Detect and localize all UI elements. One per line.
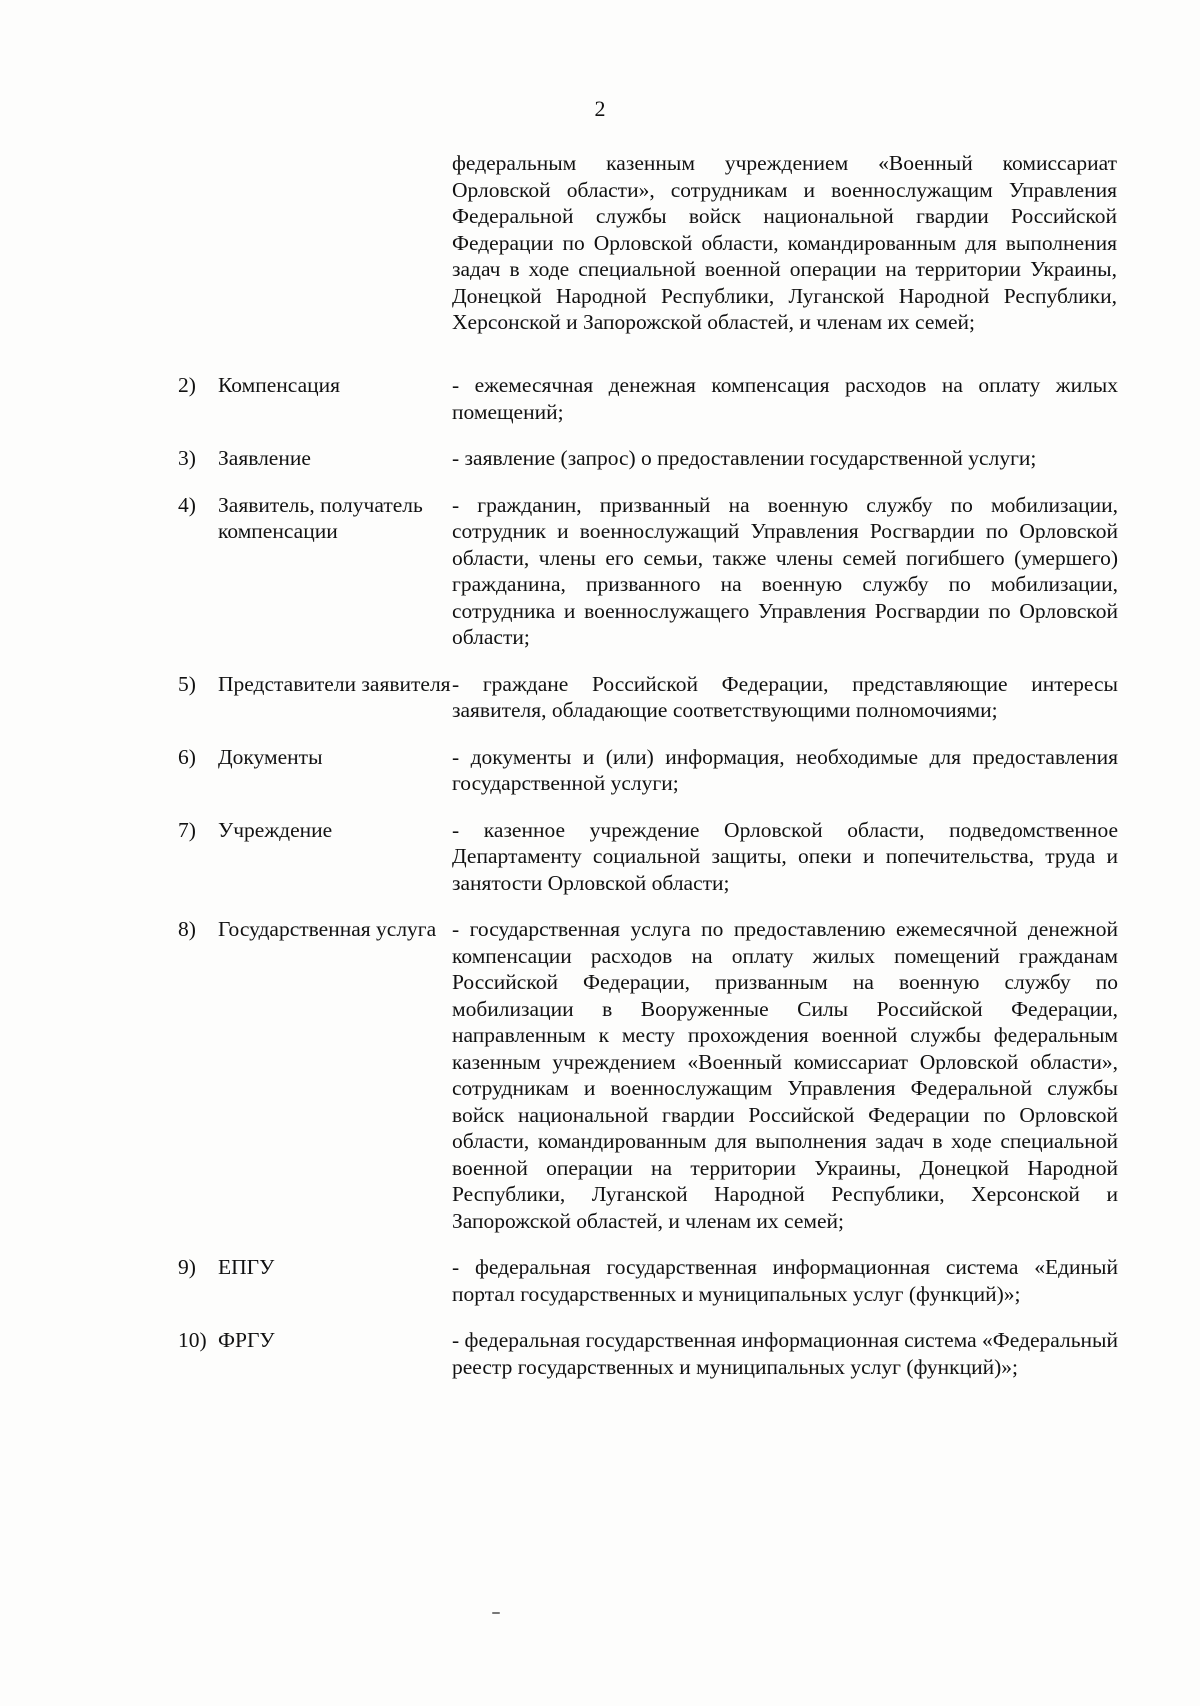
- definitions-list: [178, 372, 1118, 1400]
- definition-term: Компенсация: [218, 373, 341, 397]
- definition-item: [178, 671, 1118, 724]
- definition-number: 10): [178, 1328, 207, 1352]
- definition-item: [178, 445, 1118, 472]
- definition-term: Учреждение: [218, 817, 333, 842]
- scan-speck: [492, 1612, 500, 1614]
- definition-number: 5): [178, 671, 196, 696]
- definition-term: Государственная услуга: [218, 917, 437, 941]
- definition-term: Документы: [218, 744, 323, 769]
- definition-text: - федеральная государственная информационная система «Единый портал государственных и муниципальных услуг (функций)»;: [452, 1255, 1118, 1306]
- definition-text: - гражданин, призванный на военную службу по мобилизации, сотрудник и военнослужащий Управления Росгвардии по Орловской области, члены его семьи, также члены семей погибшего (умершего) гражданина, призванного на военную службу по мобилизации, сотрудника и военнослужащего Управления Росгвардии по Орловской области;: [452, 492, 1118, 649]
- definition-text: - государственная услуга по предоставлению ежемесячной денежной компенсации расходов на оплату жилых помещений гражданам Российской Федерации, призванным на военную службу по мобилизации в Вооруженные Силы Российской Федерации, направленным к месту прохождения военной службы федеральным казенным учреждением «Военный комиссариат Орловской области», сотрудникам и военнослужащим Управления Федеральной службы войск национальной гвардии Российской Федерации по Орловской области, командированным для выполнения задач в ходе специальной военной операции на территории Украины, Донецкой Народной Республики, Луганской Народной Республики, Херсонской и Запорожской областей, и членам их семей;: [452, 917, 1118, 1233]
- definition-text: - документы и (или) информация, необходимые для предоставления государственной услуги;: [452, 744, 1118, 795]
- definition-item: [178, 1327, 1118, 1380]
- intro-paragraph: федеральным казенным учреждением «Военный комиссариат Орловской области», сотрудникам и военнослужащим Управления Федеральной службы войск национальной гвардии Российской Федерации по Орловской области, командированным для выполнения задач в ходе специальной военной операции на территории Украины, Донецкой Народной Республики, Луганской Народной Республики, Херсонской и Запорожской областей, и членам их семей;: [452, 151, 1117, 334]
- definition-term: ФРГУ: [218, 1328, 275, 1352]
- definition-text: - федеральная государственная информационная система «Федеральный реестр государственных и муниципальных услуг (функций)»;: [452, 1328, 1118, 1379]
- definition-number: 3): [178, 446, 196, 470]
- definition-term: Заявитель, получатель компенсации: [218, 492, 423, 543]
- definition-text: - ежемесячная денежная компенсация расходов на оплату жилых помещений;: [452, 373, 1118, 424]
- definition-term: Представители заявителя: [218, 671, 451, 696]
- definition-number: 6): [178, 744, 196, 769]
- definition-number: 4): [178, 492, 196, 517]
- definition-text: - заявление (запрос) о предоставлении государственной услуги;: [452, 446, 1037, 470]
- definition-item: [178, 916, 1118, 1234]
- definition-item: [178, 817, 1118, 897]
- definition-item: [178, 1254, 1118, 1307]
- definition-number: 7): [178, 817, 196, 842]
- definition-term: ЕПГУ: [218, 1255, 275, 1279]
- definition-number: 2): [178, 373, 196, 397]
- definition-item: [178, 372, 1118, 425]
- definition-number: 8): [178, 917, 196, 941]
- definition-item: [178, 492, 1118, 651]
- page-number: 2: [594, 96, 606, 121]
- definition-text: - граждане Российской Федерации, представляющие интересы заявителя, обладающие соответствующими полномочиями;: [452, 671, 1118, 722]
- definition-number: 9): [178, 1255, 196, 1279]
- definition-term: Заявление: [218, 446, 311, 470]
- definition-item: [178, 744, 1118, 797]
- definition-text: - казенное учреждение Орловской области, подведомственное Департаменту социальной защиты, опеки и попечительства, труда и занятости Орловской области;: [452, 817, 1118, 895]
